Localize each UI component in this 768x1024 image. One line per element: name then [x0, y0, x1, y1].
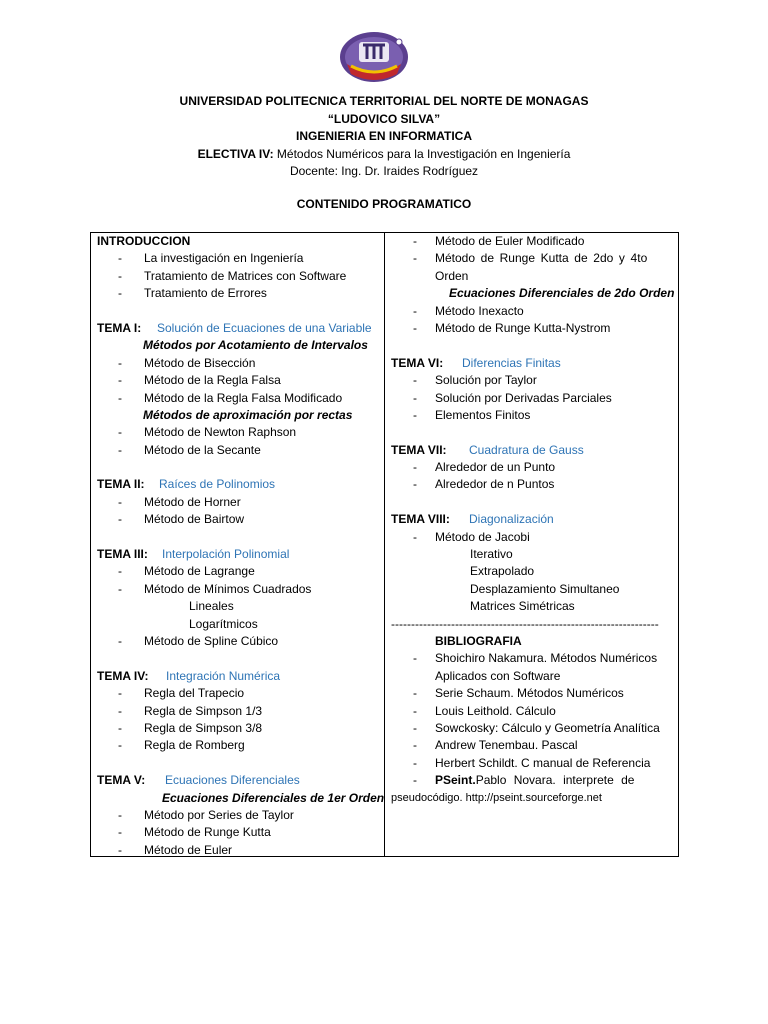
tema4-heading: TEMA IV: Integración Numérica	[97, 668, 281, 683]
bullet-dash: -	[118, 390, 122, 405]
bullet-dash: -	[118, 373, 122, 388]
bibliography-item: - Serie Schaum. Métodos Numéricos	[391, 685, 673, 702]
bullet-dash: -	[118, 494, 122, 509]
list-item: - Método de la Secante	[97, 442, 382, 459]
tema1-sub1: Métodos por Acotamiento de Intervalos	[143, 338, 368, 353]
bibliography-item: - Shoichiro Nakamura. Métodos Numéricos	[391, 650, 673, 667]
list-item: - Método de Jacobi	[391, 529, 673, 546]
sub-list-item: Lineales	[189, 599, 234, 614]
list-item: - Solución por Taylor	[391, 372, 673, 389]
bullet-dash: -	[413, 720, 417, 735]
left-column	[97, 233, 385, 859]
university-subtitle: “LUDOVICO SILVA”	[327, 111, 441, 126]
bullet-dash: -	[413, 390, 417, 405]
bullet-dash: -	[413, 460, 417, 475]
separator-line: -------------------------------------------------------------------	[391, 616, 659, 631]
list-item: - Método de Euler Modificado	[391, 233, 673, 250]
bullet-dash: -	[118, 633, 122, 648]
bullet-dash: -	[413, 686, 417, 701]
bullet-dash: -	[118, 720, 122, 735]
university-logo	[337, 30, 411, 84]
list-item: - Regla de Romberg	[97, 737, 382, 754]
bullet-dash: -	[413, 407, 417, 422]
bullet-dash: -	[118, 286, 122, 301]
bullet-dash: -	[118, 738, 122, 753]
bullet-dash: -	[118, 355, 122, 370]
column-divider	[384, 232, 385, 857]
bibliography-item: - Louis Leithold. Cálculo	[391, 703, 673, 720]
list-item: - Método por Series de Taylor	[97, 807, 382, 824]
sub-list-item: Extrapolado	[470, 564, 535, 579]
list-item: - Método Inexacto	[391, 303, 673, 320]
list-item: - Método de la Regla Falsa	[97, 372, 382, 389]
bullet-dash: -	[118, 442, 122, 457]
bullet-dash: -	[413, 251, 417, 266]
intro-title: INTRODUCCION	[97, 234, 191, 248]
list-item: - Método de la Regla Falsa Modificado	[97, 390, 382, 407]
content-title: CONTENIDO PROGRAMATICO	[296, 197, 472, 211]
ode-second-order-sub: Ecuaciones Diferenciales de 2do Orden	[449, 286, 675, 301]
bibliography-title: BIBLIOGRAFIA	[435, 633, 522, 648]
sub-list-item: Matrices Simétricas	[470, 599, 575, 614]
tema5-sub: Ecuaciones Diferenciales de 1er Orden	[162, 790, 385, 805]
list-item: - Elementos Finitos	[391, 407, 673, 424]
bullet-dash: -	[413, 303, 417, 318]
list-item: - Regla de Simpson 3/8	[97, 720, 382, 737]
list-item: - Método de Horner	[97, 494, 382, 511]
sub-list-item: Iterativo	[470, 547, 513, 562]
university-name: UNIVERSIDAD POLITECNICA TERRITORIAL DEL NORTE DE MONAGAS	[179, 94, 589, 108]
bullet-dash: -	[413, 703, 417, 718]
bibliography-item: - Herbert Schildt. C manual de Referencia	[391, 755, 673, 772]
bullet-dash: -	[118, 825, 122, 840]
list-item: - Método de Bisección	[97, 355, 382, 372]
bullet-dash: -	[413, 373, 417, 388]
list-item: - Método de Bairtow	[97, 511, 382, 528]
list-item: - Método de Euler	[97, 842, 382, 859]
document-header	[0, 93, 768, 181]
bullet-dash: -	[118, 686, 122, 701]
list-item: - Método de Newton Raphson	[97, 424, 382, 441]
program-name: INGENIERIA EN INFORMATICA	[296, 129, 472, 143]
bibliography-item: - Sowckosky: Cálculo y Geometría Analítica	[391, 720, 673, 737]
list-item: - Tratamiento de Matrices con Software	[97, 268, 382, 285]
bullet-dash: -	[118, 581, 122, 596]
tema5-heading: TEMA V: Ecuaciones Diferenciales	[97, 773, 300, 788]
teacher-line: Docente: Ing. Dr. Iraides Rodríguez	[289, 164, 479, 178]
bullet-dash: -	[413, 477, 417, 492]
list-item: - Alrededor de un Punto	[391, 459, 673, 476]
bullet-dash: -	[413, 773, 417, 788]
bullet-dash: -	[118, 425, 122, 440]
bullet-dash: -	[118, 512, 122, 527]
bullet-dash: -	[413, 738, 417, 753]
list-item-continuation: Orden	[435, 268, 469, 283]
list-item: - Método de Mínimos Cuadrados	[97, 581, 382, 598]
bullet-dash: -	[413, 651, 417, 666]
list-item: - Tratamiento de Errores	[97, 285, 382, 302]
tema1-sub2: Métodos de aproximación por rectas	[143, 407, 353, 422]
bibliography-item: - Andrew Tenembau. Pascal	[391, 737, 673, 754]
tema1-heading: TEMA I: Solución de Ecuaciones de una Variable	[97, 320, 372, 335]
tema8-heading: TEMA VIII: Diagonalización	[391, 512, 554, 527]
bullet-dash: -	[413, 320, 417, 335]
list-item: - Alrededor de n Puntos	[391, 476, 673, 493]
list-item: - La investigación en Ingeniería	[97, 250, 382, 267]
sub-list-item: Desplazamiento Simultaneo	[470, 581, 620, 596]
list-item: - Solución por Derivadas Parciales	[391, 390, 673, 407]
list-item: - Método de Lagrange	[97, 563, 382, 580]
tema7-heading: TEMA VII: Cuadratura de Gauss	[391, 442, 584, 457]
bullet-dash: -	[413, 234, 417, 248]
bullet-dash: -	[118, 703, 122, 718]
bibliography-item-continuation: Aplicados con Software	[435, 668, 561, 683]
tema2-heading: TEMA II: Raíces de Polinomios	[97, 477, 276, 492]
bullet-dash: -	[118, 564, 122, 579]
list-item: - Método de Runge Kutta de 2do y 4to	[391, 250, 673, 267]
course-line	[0, 146, 768, 164]
right-column	[391, 233, 673, 807]
course-name: Métodos Numéricos para la Investigación en Ingeniería	[273, 146, 571, 161]
bullet-dash: -	[118, 251, 122, 266]
list-item: - Regla de Simpson 1/3	[97, 703, 382, 720]
tema6-heading: TEMA VI: Diferencias Finitas	[391, 355, 561, 370]
list-item: - Regla del Trapecio	[97, 685, 382, 702]
list-item: - Método de Runge Kutta	[97, 824, 382, 841]
bullet-dash: -	[413, 529, 417, 544]
sub-list-item: Logarítmicos	[189, 616, 258, 631]
bullet-dash: -	[118, 842, 122, 857]
bullet-dash: -	[413, 755, 417, 770]
list-item: - Método de Runge Kutta-Nystrom	[391, 320, 673, 337]
tema3-heading: TEMA III: Interpolación Polinomial	[97, 547, 290, 562]
bibliography-item-pseint: - PSeint. Pablo Novara. interprete de	[391, 772, 673, 789]
bullet-dash: -	[118, 807, 122, 822]
bullet-dash: -	[118, 268, 122, 283]
course-label: ELECTIVA IV:	[197, 146, 274, 161]
list-item: - Método de Spline Cúbico	[97, 633, 382, 650]
bibliography-item-continuation: pseudocódigo. http://pseint.sourceforge.net	[391, 791, 602, 804]
